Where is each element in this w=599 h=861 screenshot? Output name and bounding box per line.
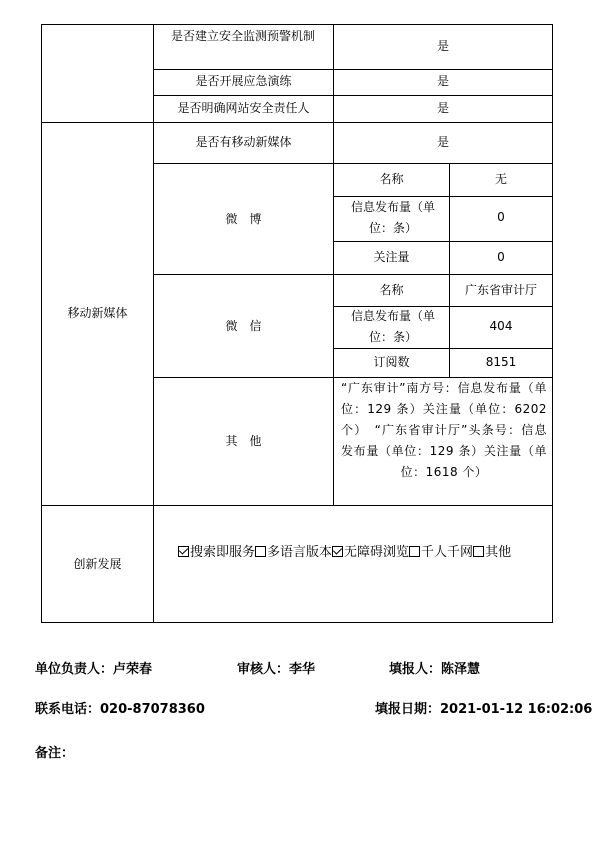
responsible-label: 是否明确网站安全责任人	[177, 101, 310, 115]
responsible-value: 是	[436, 101, 449, 115]
wechat-name-label: 名称	[379, 283, 404, 297]
wechat-name-value: 广东省审计厅	[464, 283, 537, 297]
innovation-label: 创新发展	[73, 557, 122, 571]
row-divider	[333, 348, 553, 349]
has-mobile-label: 是否有移动新媒体	[195, 135, 292, 149]
table-border-bottom	[41, 622, 553, 623]
table-border-right	[552, 24, 553, 623]
option-search-service[interactable]	[178, 545, 255, 560]
weibo-posts-value: 0	[497, 210, 505, 224]
other-media-text: “广东审计”南方号：信息发布量（单位：129 条）关注量（单位：6202 个） “广东省审计厅”头条号：信息发布量（单位：129 条）关注量（单位：1618 个）	[341, 381, 547, 479]
has-mobile-value: 是	[436, 135, 449, 149]
reviewer: 审核人：李华	[237, 662, 316, 677]
weibo-posts-label: 信息发布量（单位：条）	[350, 200, 435, 235]
wechat-subs-value: 8151	[485, 355, 517, 369]
checkbox-empty-icon[interactable]	[473, 546, 484, 557]
checkbox-empty-icon[interactable]	[255, 546, 266, 557]
row-divider	[153, 69, 553, 70]
section-divider	[41, 122, 553, 123]
other-media-label: 其 他	[225, 434, 262, 448]
option-label: 无障碍浏览	[344, 545, 410, 560]
remark: 备注：	[35, 746, 75, 761]
option-label: 多语言版本	[267, 545, 333, 560]
section-divider	[41, 505, 553, 506]
option-label: 搜索即服务	[190, 545, 256, 560]
checkbox-checked-icon[interactable]	[178, 546, 189, 557]
option-personalized[interactable]	[409, 545, 473, 560]
table-border-top	[41, 24, 553, 25]
option-label: 其他	[485, 545, 512, 560]
weibo-followers-value: 0	[497, 250, 505, 264]
option-label: 千人千网	[421, 545, 474, 560]
monitoring-value: 是	[436, 39, 449, 53]
monitoring-label: 是否建立安全监测预警机制	[170, 29, 315, 43]
fill-date: 填报日期：2021-01-12 16:02:06	[375, 702, 593, 717]
checkbox-checked-icon[interactable]	[332, 546, 343, 557]
weibo-followers-label: 关注量	[373, 250, 410, 264]
drill-value: 是	[436, 74, 449, 88]
mobile-section-label: 移动新媒体	[67, 306, 128, 320]
weibo-name-label: 名称	[379, 172, 404, 186]
filler: 填报人：陈泽慧	[389, 662, 481, 677]
column-divider	[449, 163, 450, 377]
drill-label: 是否开展应急演练	[195, 74, 292, 88]
row-divider	[153, 163, 553, 164]
option-multilingual[interactable]	[255, 545, 332, 560]
weibo-label: 微 博	[225, 212, 262, 226]
wechat-subs-label: 订阅数	[373, 355, 410, 369]
row-divider	[153, 274, 553, 275]
wechat-label: 微 信	[225, 319, 262, 333]
option-accessibility[interactable]	[332, 545, 409, 560]
innovation-options	[178, 543, 511, 563]
wechat-posts-value: 404	[489, 319, 513, 333]
row-divider	[153, 95, 553, 96]
weibo-name-value: 无	[494, 172, 507, 186]
contact-phone: 联系电话：020-87078360	[35, 702, 205, 717]
checkbox-empty-icon[interactable]	[409, 546, 420, 557]
option-other[interactable]	[473, 545, 511, 560]
wechat-posts-label: 信息发布量（单位：条）	[350, 309, 435, 344]
unit-leader: 单位负责人：卢荣春	[35, 662, 153, 677]
row-divider	[333, 241, 553, 242]
